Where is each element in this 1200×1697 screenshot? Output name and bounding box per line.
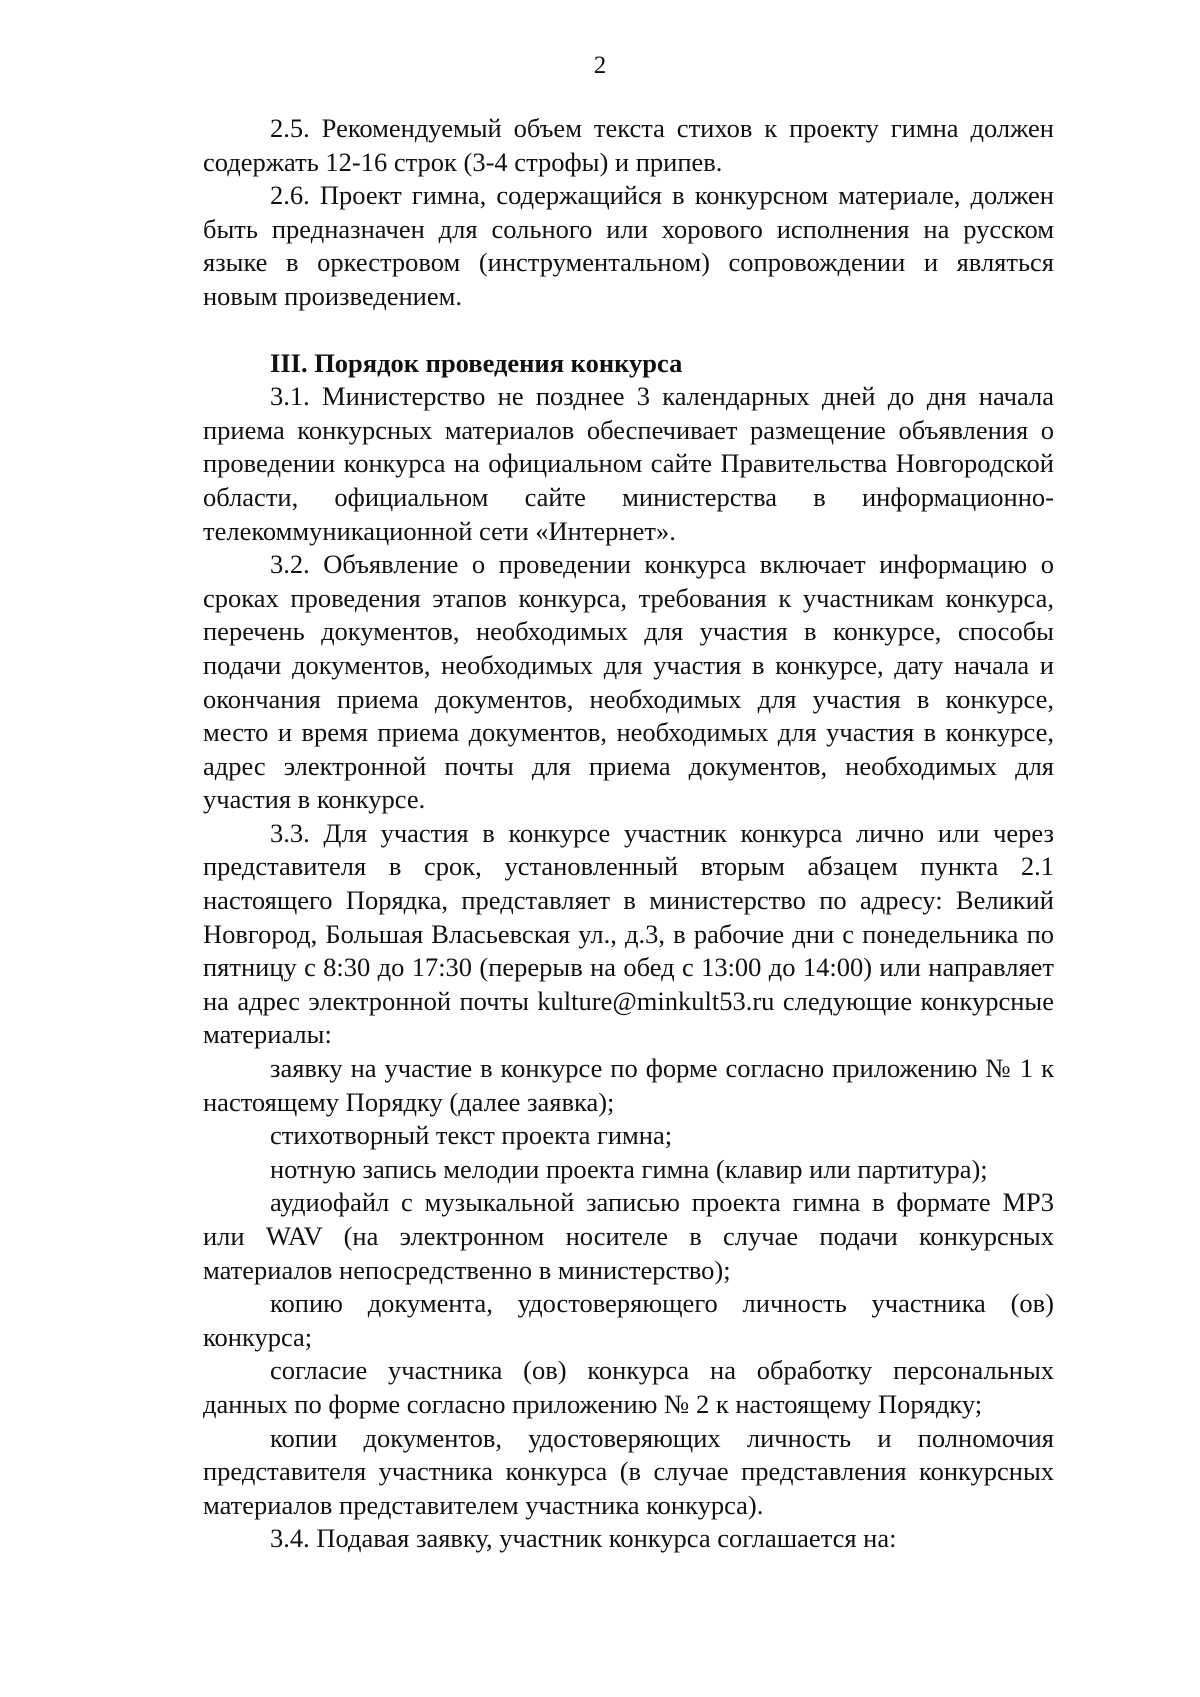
paragraph-3-3: 3.3. Для участия в конкурсе участник конкурса лично или через представителя в срок, установленный вторым абзацем пункта 2.1 настоящего Порядка, представляет в министерство по адресу: Великий Новгород, Большая Власьевская ул., д.3, в рабочие дни с понедельника по пятницу с 8:30 до 17:30 (перерыв на обед с 13:00 до 14:00) или направляет на адрес электронной почты kulture@minkult53.ru следующие конкурсные материалы:	[203, 817, 1054, 1050]
section-heading: III. Порядок проведения конкурса	[270, 347, 683, 378]
paragraph-3-2: 3.2. Объявление о проведении конкурса включает информацию о сроках проведения этапов конкурса, требования к участникам конкурса, перечень документов, необходимых для участия в конкурсе, способы подачи документов, необходимых для участия в конкурсе, дату начала и окончания приема документов, необходимых для участия в конкурсе, место и время приема документов, необходимых для участия в конкурсе, адрес электронной почты для приема документов, необходимых для участия в конкурсе.	[203, 549, 1054, 815]
list-item-sheet-music: нотную запись мелодии проекта гимна (клавир или партитура);	[270, 1153, 988, 1184]
paragraph-2-5: 2.5. Рекомендуемый объем текста стихов к проекту гимна должен содержать 12-16 строк (3-4 строфы) и припев.	[203, 113, 1054, 177]
list-item-application: заявку на участие в конкурсе по форме согласно приложению № 1 к настоящему Порядку (далее заявка);	[203, 1053, 1054, 1117]
list-item-audio-file: аудиофайл с музыкальной записью проекта гимна в формате MP3 или WAV (на электронном носителе в случае подачи конкурсных материалов непосредственно в министерство);	[203, 1187, 1054, 1285]
paragraph-2-6: 2.6. Проект гимна, содержащийся в конкурсном материале, должен быть предназначен для сольного или хорового исполнения на русском языке в оркестровом (инструментальном) сопровождении и являться новым произведением.	[203, 180, 1054, 311]
list-item-representative-docs: копии документов, удостоверяющих личность и полномочия представителя участника конкурса (в случае представления конкурсных материалов представителем участника конкурса).	[203, 1422, 1054, 1520]
paragraph-3-1: 3.1. Министерство не позднее 3 календарных дней до дня начала приема конкурсных материалов обеспечивает размещение объявления о проведении конкурса на официальном сайте Правительства Новгородской области, официальном сайте министерства в информационно-телекоммуникационной сети «Интернет».	[203, 381, 1054, 546]
paragraph-3-4: 3.4. Подавая заявку, участник конкурса соглашается на:	[270, 1523, 897, 1554]
list-item-consent: согласие участника (ов) конкурса на обработку персональных данных по форме согласно приложению № 2 к настоящему Порядку;	[203, 1355, 1054, 1419]
document-body	[203, 112, 1054, 1556]
page-number: 2	[593, 52, 607, 79]
list-item-poem-text: стихотворный текст проекта гимна;	[270, 1120, 673, 1151]
list-item-id-copy: копию документа, удостоверяющего личность участника (ов) конкурса;	[203, 1288, 1054, 1352]
